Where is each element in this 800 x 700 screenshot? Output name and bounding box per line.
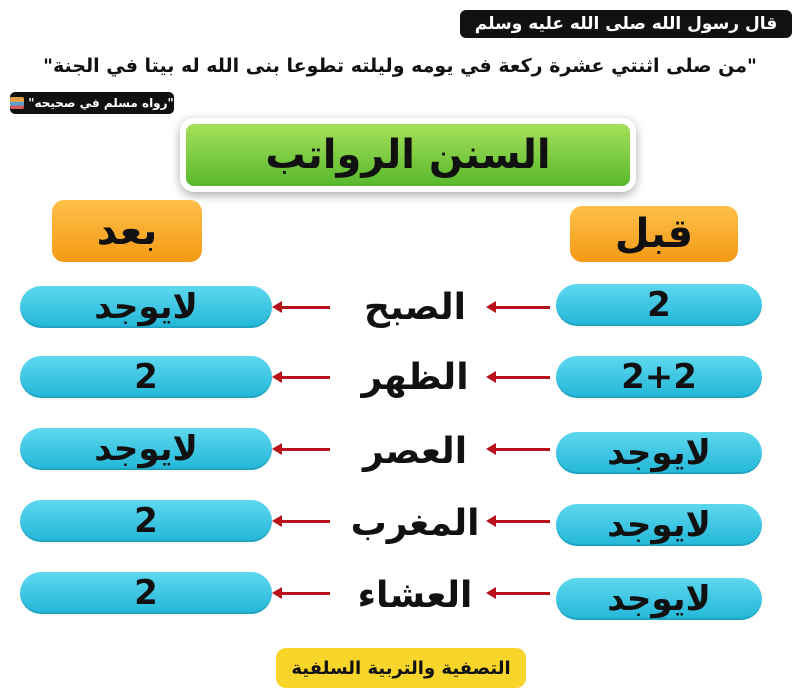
arrow-head-icon — [272, 301, 282, 313]
arrow-head-icon — [486, 443, 496, 455]
arrow-to-after — [282, 592, 330, 595]
row-before-value: لايوجد — [556, 578, 762, 620]
row-after-value: 2 — [20, 356, 272, 398]
arrow-head-icon — [486, 587, 496, 599]
row-after-value: لايوجد — [20, 286, 272, 328]
hadith-source-label — [10, 92, 174, 114]
row-before-value: 2 — [556, 284, 762, 326]
row-before-value: لايوجد — [556, 432, 762, 474]
arrow-to-after — [282, 448, 330, 451]
row-prayer-name: الصبح — [364, 286, 466, 328]
row-before-value: لايوجد — [556, 504, 762, 546]
column-header-before: قبل — [570, 206, 738, 262]
arrow-head-icon — [272, 443, 282, 455]
arrow-to-after — [282, 306, 330, 309]
page-title: السنن الرواتب — [180, 118, 636, 192]
footer-label: التصفية والتربية السلفية — [276, 648, 526, 688]
hadith-intro-label: قال رسول الله صلى الله عليه وسلم — [460, 10, 792, 38]
arrow-head-icon — [272, 515, 282, 527]
arrow-head-icon — [272, 587, 282, 599]
arrow-head-icon — [486, 371, 496, 383]
arrow-from-before — [496, 448, 550, 451]
row-prayer-name: العصر — [362, 430, 468, 472]
arrow-head-icon — [486, 515, 496, 527]
row-after-value: لايوجد — [20, 428, 272, 470]
row-after-value: 2 — [20, 572, 272, 614]
arrow-from-before — [496, 376, 550, 379]
arrow-from-before — [496, 306, 550, 309]
arrow-to-after — [282, 376, 330, 379]
arrow-from-before — [496, 592, 550, 595]
arrow-head-icon — [486, 301, 496, 313]
arrow-from-before — [496, 520, 550, 523]
column-header-after: بعد — [52, 200, 202, 262]
book-icon — [10, 97, 24, 109]
row-before-value: 2+2 — [556, 356, 762, 398]
row-prayer-name: الظهر — [361, 356, 469, 398]
arrow-head-icon — [272, 371, 282, 383]
hadith-text: "من صلى اثنتي عشرة ركعة في يومه وليلته تطوعا بنى الله له بيتا في الجنة" — [43, 55, 757, 77]
arrow-to-after — [282, 520, 330, 523]
row-after-value: 2 — [20, 500, 272, 542]
row-prayer-name: العشاء — [357, 574, 473, 616]
source-text: "رواه مسلم في صحيحه" — [28, 96, 174, 110]
row-prayer-name: المغرب — [350, 502, 480, 544]
